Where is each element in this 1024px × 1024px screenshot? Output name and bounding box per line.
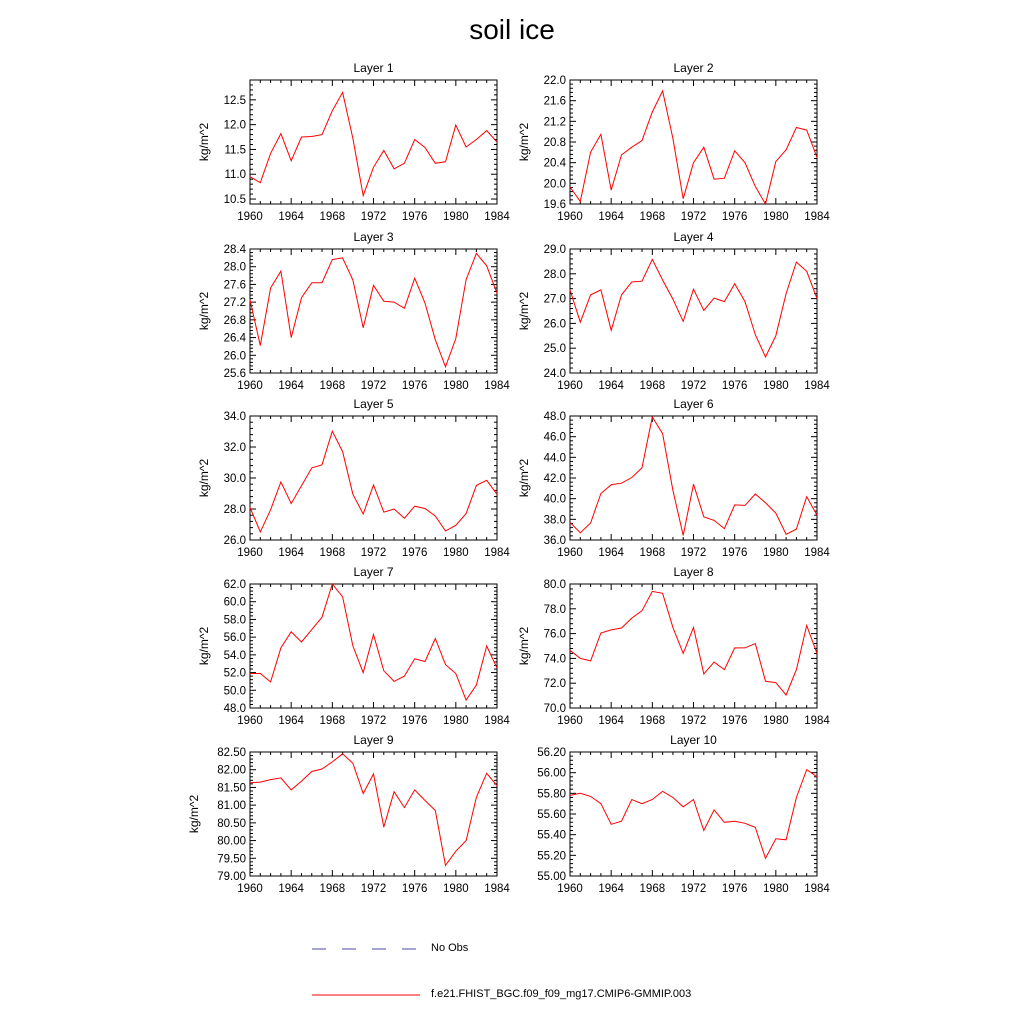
y-tick-label: 55.00 xyxy=(537,871,566,883)
x-tick-label: 1972 xyxy=(360,211,387,223)
y-tick-label: 24.0 xyxy=(543,368,566,380)
x-tick-label: 1960 xyxy=(237,211,263,223)
y-tick-label: 70.0 xyxy=(543,703,566,715)
x-tick-label: 1976 xyxy=(721,380,748,392)
x-tick-label: 1972 xyxy=(360,380,387,392)
x-tick-label: 1984 xyxy=(804,715,830,727)
x-tick-label: 1964 xyxy=(598,883,624,895)
x-tick-label: 1964 xyxy=(598,547,624,559)
plot-frame xyxy=(570,584,817,708)
x-tick-label: 1976 xyxy=(721,715,748,727)
series-line xyxy=(570,417,817,535)
x-tick-label: 1960 xyxy=(557,547,583,559)
y-axis-label: kg/m^2 xyxy=(517,291,531,331)
x-tick-label: 1960 xyxy=(237,547,263,559)
y-tick-label: 26.0 xyxy=(223,535,246,547)
x-tick-label: 1980 xyxy=(763,380,789,392)
y-tick-label: 52.0 xyxy=(223,667,246,680)
y-tick-label: 21.2 xyxy=(543,116,566,129)
x-tick-label: 1968 xyxy=(639,380,666,392)
legend-label-no-obs: No Obs xyxy=(431,942,469,954)
x-tick-label: 1984 xyxy=(484,883,510,895)
chart-panel-layer-2 xyxy=(517,61,830,223)
y-tick-label: 56.0 xyxy=(223,632,246,645)
x-tick-label: 1980 xyxy=(443,883,469,895)
x-tick-label: 1980 xyxy=(763,883,789,895)
chart-panel-layer-3 xyxy=(197,230,510,392)
x-tick-label: 1960 xyxy=(557,715,583,727)
y-tick-label: 60.0 xyxy=(223,596,246,609)
x-tick-label: 1976 xyxy=(721,883,748,895)
chart-panel-layer-9 xyxy=(187,733,510,895)
y-tick-label: 44.0 xyxy=(543,452,566,465)
panel-title: Layer 9 xyxy=(353,733,394,747)
series-line xyxy=(250,92,497,195)
plot-frame xyxy=(250,416,497,540)
y-tick-label: 79.00 xyxy=(217,871,246,883)
y-tick-label: 12.5 xyxy=(223,94,246,107)
x-tick-label: 1968 xyxy=(639,883,666,895)
y-tick-label: 81.00 xyxy=(217,800,246,813)
x-tick-label: 1960 xyxy=(237,883,263,895)
y-tick-label: 27.2 xyxy=(223,297,246,310)
y-tick-label: 26.4 xyxy=(223,332,246,345)
page-title: soil ice xyxy=(469,14,555,45)
series-line xyxy=(570,91,817,204)
x-tick-label: 1984 xyxy=(484,211,510,223)
y-tick-label: 20.4 xyxy=(543,157,566,170)
x-tick-label: 1972 xyxy=(680,380,707,392)
x-tick-label: 1976 xyxy=(721,547,748,559)
chart-panel-layer-8 xyxy=(517,565,830,727)
plot-frame xyxy=(570,249,817,373)
y-tick-label: 11.5 xyxy=(224,144,246,157)
y-tick-label: 30.0 xyxy=(223,473,246,485)
y-tick-label: 12.0 xyxy=(223,119,246,132)
panel-title: Layer 6 xyxy=(673,397,714,411)
y-tick-label: 19.6 xyxy=(543,199,566,211)
y-tick-label: 56.20 xyxy=(537,747,566,759)
y-tick-label: 82.50 xyxy=(217,747,246,759)
x-tick-label: 1972 xyxy=(680,211,707,223)
panel-title: Layer 2 xyxy=(673,61,714,75)
x-tick-label: 1960 xyxy=(557,883,583,895)
y-tick-label: 11.0 xyxy=(224,169,246,182)
x-tick-label: 1972 xyxy=(360,883,387,895)
y-tick-label: 82.00 xyxy=(217,764,246,777)
y-tick-label: 55.60 xyxy=(537,809,566,821)
y-tick-label: 22.0 xyxy=(543,75,566,87)
series-line xyxy=(250,754,497,866)
series-line xyxy=(570,591,817,695)
y-axis-label: kg/m^2 xyxy=(517,122,531,162)
y-tick-label: 38.0 xyxy=(543,514,566,527)
x-tick-label: 1984 xyxy=(804,883,830,895)
x-tick-label: 1968 xyxy=(319,380,346,392)
y-axis-label: kg/m^2 xyxy=(197,626,211,666)
y-tick-label: 46.0 xyxy=(543,431,566,444)
plot-frame xyxy=(570,752,817,876)
chart-panel-layer-1 xyxy=(197,61,510,223)
x-tick-label: 1964 xyxy=(278,883,304,895)
x-tick-label: 1968 xyxy=(639,211,666,223)
plot-frame xyxy=(250,584,497,708)
x-tick-label: 1968 xyxy=(639,715,666,727)
x-tick-label: 1968 xyxy=(319,211,346,223)
y-tick-label: 21.6 xyxy=(543,95,566,108)
y-tick-label: 20.0 xyxy=(543,178,566,191)
x-tick-label: 1984 xyxy=(804,547,830,559)
x-tick-label: 1972 xyxy=(680,883,707,895)
y-tick-label: 27.0 xyxy=(543,293,566,306)
panel-title: Layer 4 xyxy=(673,230,714,244)
x-tick-label: 1976 xyxy=(401,547,428,559)
plot-frame xyxy=(250,80,497,204)
y-tick-label: 48.0 xyxy=(223,703,246,715)
series-line xyxy=(570,770,817,859)
panel-title: Layer 1 xyxy=(353,61,394,75)
y-tick-label: 32.0 xyxy=(223,442,246,454)
y-tick-label: 74.0 xyxy=(543,653,566,666)
y-tick-label: 78.0 xyxy=(543,603,566,616)
x-tick-label: 1980 xyxy=(443,547,469,559)
x-tick-label: 1964 xyxy=(598,715,624,727)
y-tick-label: 58.0 xyxy=(223,614,246,627)
y-tick-label: 25.6 xyxy=(223,368,246,380)
x-tick-label: 1984 xyxy=(804,380,830,392)
x-tick-label: 1980 xyxy=(443,211,469,223)
y-tick-label: 72.0 xyxy=(543,678,566,691)
y-tick-label: 56.00 xyxy=(537,767,566,780)
panel-title: Layer 8 xyxy=(673,565,714,579)
x-tick-label: 1964 xyxy=(278,211,304,223)
plot-frame xyxy=(570,80,817,204)
x-tick-label: 1980 xyxy=(443,380,469,392)
x-tick-label: 1964 xyxy=(278,380,304,392)
x-tick-label: 1968 xyxy=(319,547,346,559)
y-axis-label: kg/m^2 xyxy=(197,291,211,331)
x-tick-label: 1980 xyxy=(763,211,789,223)
x-tick-label: 1984 xyxy=(484,715,510,727)
x-tick-label: 1976 xyxy=(401,211,428,223)
x-tick-label: 1964 xyxy=(278,547,304,559)
chart-panel-layer-6 xyxy=(517,397,830,559)
x-tick-label: 1968 xyxy=(319,715,346,727)
y-tick-label: 40.0 xyxy=(543,493,566,506)
x-tick-label: 1972 xyxy=(680,547,707,559)
series-line xyxy=(250,431,497,532)
x-tick-label: 1960 xyxy=(557,211,583,223)
x-tick-label: 1976 xyxy=(401,715,428,727)
x-tick-label: 1984 xyxy=(804,211,830,223)
y-axis-label: kg/m^2 xyxy=(187,794,201,834)
y-tick-label: 28.4 xyxy=(223,244,246,256)
plot-frame xyxy=(250,752,497,876)
x-tick-label: 1976 xyxy=(721,211,748,223)
y-axis-label: kg/m^2 xyxy=(517,458,531,498)
y-tick-label: 76.0 xyxy=(543,628,566,641)
legend-label-model: f.e21.FHIST_BGC.f09_f09_mg17.CMIP6-GMMIP.003 xyxy=(431,988,692,1000)
y-tick-label: 50.0 xyxy=(223,685,246,698)
x-tick-label: 1972 xyxy=(360,715,387,727)
x-tick-label: 1960 xyxy=(237,715,263,727)
y-tick-label: 54.0 xyxy=(223,649,246,662)
y-tick-label: 80.50 xyxy=(217,817,246,830)
y-tick-label: 42.0 xyxy=(543,473,566,485)
y-tick-label: 26.0 xyxy=(543,318,566,331)
x-tick-label: 1980 xyxy=(763,715,789,727)
y-tick-label: 26.8 xyxy=(223,314,246,327)
x-tick-label: 1984 xyxy=(484,380,510,392)
y-tick-label: 80.00 xyxy=(217,835,246,848)
y-axis-label: kg/m^2 xyxy=(197,458,211,498)
x-tick-label: 1968 xyxy=(639,547,666,559)
x-tick-label: 1980 xyxy=(763,547,789,559)
y-tick-label: 27.6 xyxy=(223,279,246,292)
panel-title: Layer 3 xyxy=(353,230,394,244)
y-tick-label: 28.0 xyxy=(223,504,246,516)
panel-title: Layer 10 xyxy=(670,733,717,747)
panel-title: Layer 7 xyxy=(353,565,394,579)
y-tick-label: 55.80 xyxy=(537,788,566,801)
x-tick-label: 1964 xyxy=(598,380,624,392)
series-line xyxy=(250,253,497,366)
y-tick-label: 48.0 xyxy=(543,411,566,423)
x-tick-label: 1960 xyxy=(557,380,583,392)
chart-panel-layer-10 xyxy=(537,733,830,895)
x-tick-label: 1980 xyxy=(443,715,469,727)
x-tick-label: 1976 xyxy=(401,380,428,392)
y-tick-label: 25.0 xyxy=(543,343,566,356)
y-tick-label: 29.0 xyxy=(543,244,566,256)
y-tick-label: 20.8 xyxy=(543,137,566,149)
series-line xyxy=(570,259,817,357)
y-tick-label: 62.0 xyxy=(223,579,246,591)
y-tick-label: 79.50 xyxy=(217,853,246,866)
y-tick-label: 36.0 xyxy=(543,535,566,547)
panel-title: Layer 5 xyxy=(353,397,394,411)
x-tick-label: 1960 xyxy=(237,380,263,392)
y-tick-label: 10.5 xyxy=(223,194,246,207)
y-tick-label: 28.0 xyxy=(543,268,566,281)
x-tick-label: 1972 xyxy=(360,547,387,559)
y-tick-label: 55.40 xyxy=(537,829,566,842)
x-tick-label: 1964 xyxy=(598,211,624,223)
series-line xyxy=(250,584,497,700)
y-tick-label: 81.50 xyxy=(217,782,246,795)
y-tick-label: 34.0 xyxy=(223,411,246,423)
x-tick-label: 1972 xyxy=(680,715,707,727)
y-tick-label: 28.0 xyxy=(223,261,246,274)
chart-panel-layer-7 xyxy=(197,565,510,727)
chart-panel-layer-5 xyxy=(197,397,510,559)
x-tick-label: 1964 xyxy=(278,715,304,727)
x-tick-label: 1984 xyxy=(484,547,510,559)
y-tick-label: 80.0 xyxy=(543,579,566,591)
y-tick-label: 26.0 xyxy=(223,350,246,363)
x-tick-label: 1976 xyxy=(401,883,428,895)
y-axis-label: kg/m^2 xyxy=(517,626,531,666)
y-tick-label: 55.20 xyxy=(537,850,566,863)
chart-panel-layer-4 xyxy=(517,230,830,392)
y-axis-label: kg/m^2 xyxy=(197,122,211,162)
x-tick-label: 1968 xyxy=(319,883,346,895)
